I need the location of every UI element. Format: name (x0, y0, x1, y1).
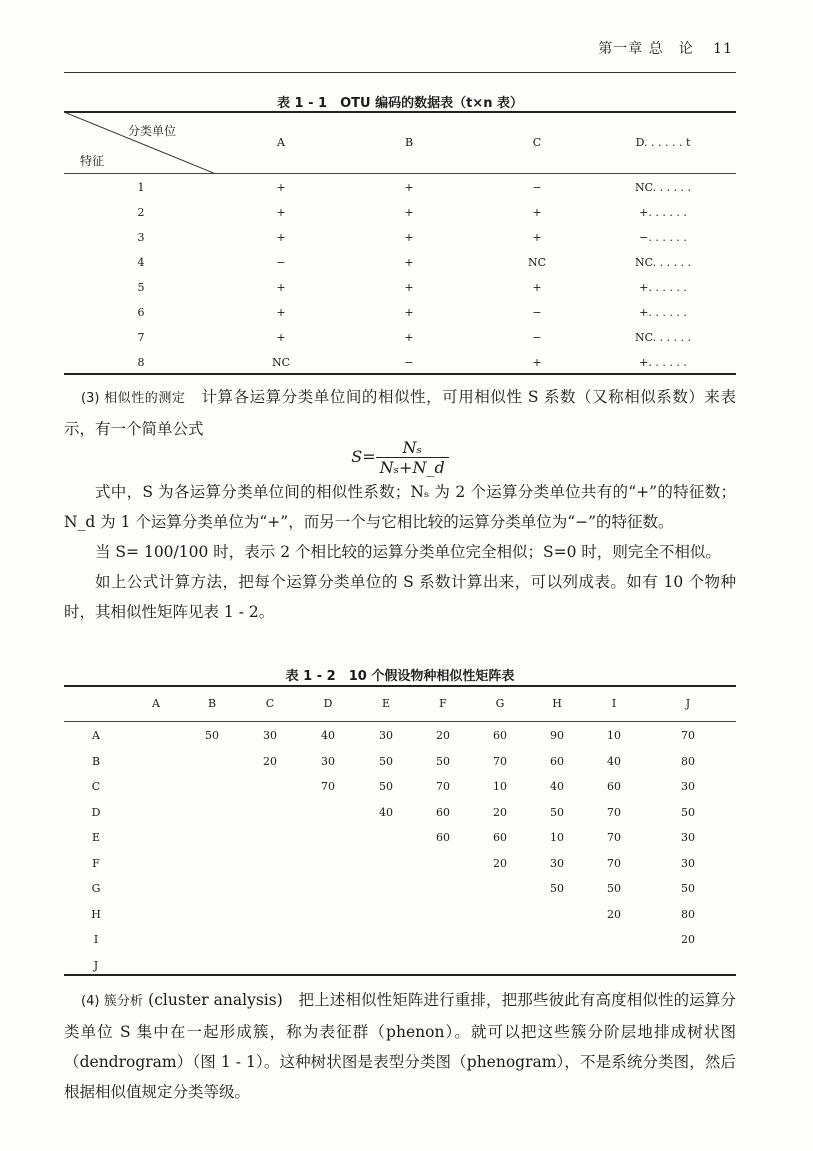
table1-cell: + (404, 206, 414, 219)
table1-col-header: C (532, 136, 542, 149)
table1-cell: − (532, 306, 542, 319)
table2-row-label: D (91, 805, 101, 819)
table2-cell: 60 (607, 780, 621, 793)
table2-cell: 70 (607, 831, 621, 844)
table1-row-label: 4 (137, 256, 145, 269)
table2-cell: 20 (493, 856, 507, 870)
table2-cell: 50 (550, 805, 564, 819)
table2-caption: 表 1 - 2 10 个假设物种相似性矩阵表 (285, 669, 515, 684)
section3-p2: 式中，S 为各运算分类单位间的相似性系数；Nₛ 为 2 个运算分类单位共有的“+”的特征数；N_d 为 1 个运算分类单位为“+”，而另一个与它相比较的运算分类单位为“−”的特征数。 (64, 483, 736, 531)
table1-cell: + (532, 206, 542, 219)
table2-cell: 60 (436, 805, 450, 819)
table1-cell: + (404, 256, 414, 269)
table1-cell: + (404, 306, 414, 319)
table1-cell: − (404, 356, 414, 369)
table2-cell: 60 (436, 831, 450, 844)
table1-cell: + (532, 231, 542, 244)
table1-col-header: A (277, 136, 285, 149)
table1-row-label: 8 (137, 356, 145, 369)
table2-cell: 30 (379, 729, 393, 742)
table1-row-label: 5 (137, 281, 145, 294)
running-header (598, 38, 733, 58)
table1-cell: + (404, 331, 414, 344)
table2-row-label: C (91, 780, 101, 793)
similarity-formula (64, 438, 736, 477)
table2-row-label: B (91, 754, 101, 768)
table1-col-header: B (404, 136, 414, 149)
table2-cell: 30 (321, 754, 335, 768)
table1-corner-bottom: 特征 (80, 154, 105, 168)
table1-caption: 表 1 - 1 OTU 编码的数据表（t×n 表） (277, 96, 523, 111)
table2-cell: 80 (681, 754, 695, 768)
table2-row-label: E (91, 831, 101, 844)
table2-col-header: D (323, 697, 333, 710)
section3-p3: 当 S= 100/100 时，表示 2 个相比较的运算分类单位完全相似；S=0 时，则完全不相似。 (95, 543, 721, 561)
table1-row-label: 7 (137, 331, 145, 344)
formula-numerator: Nₛ (376, 438, 449, 458)
table2-row-label: A (92, 729, 100, 742)
table2-cell: 70 (321, 780, 335, 793)
table1-row-label: 1 (137, 181, 145, 194)
table1-cell: −. . . . . . (639, 231, 687, 244)
table1-cell: + (532, 281, 542, 294)
table2-cell: 60 (550, 754, 564, 768)
table2-cell: 70 (607, 805, 621, 819)
table2-cell: 40 (550, 780, 564, 793)
table1-cell: + (276, 206, 286, 219)
table2-cell: 50 (607, 882, 621, 895)
table2-col-header: F (439, 697, 447, 710)
table2-cell: 30 (550, 856, 564, 870)
section3-p1: 计算各运算分类单位间的相似性，可用相似性 S 系数（又称相似系数）来表示，有一个简单公式 (64, 388, 736, 438)
table1-cell: + (276, 231, 286, 244)
table2-cell: 10 (493, 780, 507, 793)
table2-row-label: J (93, 958, 99, 972)
table2-col-header: H (552, 697, 562, 710)
section4 (64, 985, 736, 1107)
table1-header-rule (64, 173, 736, 174)
table1-cell: + (404, 181, 414, 194)
section4-p1: (cluster analysis) 把上述相似性矩阵进行重排，把那些彼此有高度相似性的运算分类单位 S 集中在一起形成簇，称为表征群（phenon）。就可以把这些簇分阶层地排成树状图（dendrogram）（图 1 - 1）。这种树状图是表型分类图（phenogram），不是系统分类图，然后根据相似值规定分类等级。 (64, 991, 736, 1101)
table2-cell: 70 (493, 754, 507, 768)
table1-cell: + (404, 231, 414, 244)
table1-cell: NC. . . . . . (634, 331, 692, 344)
page-number: 11 (713, 41, 733, 57)
table2-row-label: H (91, 907, 101, 921)
section3-intro (64, 382, 736, 444)
section4-heading: (4) 簇分析 (81, 994, 144, 1009)
table1-row-label: 6 (137, 306, 145, 319)
table2-cell: 10 (550, 831, 564, 844)
table1-cell: NC (527, 256, 547, 269)
table2-cell: 50 (550, 882, 564, 895)
section3-p4: 如上公式计算方法，把每个运算分类单位的 S 系数计算出来，可以列成表。如有 10 个物种时，其相似性矩阵见表 1 - 2。 (64, 573, 736, 621)
table2-cell: 20 (681, 933, 695, 946)
section3-body (64, 477, 736, 627)
chapter-title: 第一章 总 论 (598, 41, 694, 57)
table2-cell: 20 (263, 754, 277, 768)
table2-cell: 60 (493, 729, 507, 742)
table1-corner-top: 分类单位 (128, 124, 177, 138)
table2-cell: 70 (681, 729, 695, 742)
table1-cell: +. . . . . . (639, 306, 687, 319)
table2-cell: 30 (681, 780, 695, 793)
table2-top-rule (64, 685, 736, 687)
table1-cell: + (532, 356, 542, 369)
table2-col-header: A (152, 697, 160, 710)
formula-lhs: S= (351, 447, 376, 466)
table1-cell: − (532, 331, 542, 344)
table1-cell: − (276, 256, 286, 269)
table2-col-header: I (611, 697, 617, 710)
table2-cell: 80 (681, 907, 695, 921)
header-rule (64, 72, 736, 73)
table2-col-header: G (495, 697, 505, 710)
table1-cell: + (276, 331, 286, 344)
table2-col-header: C (265, 697, 275, 710)
table1-cell: + (276, 181, 286, 194)
table2-cell: 30 (263, 729, 277, 742)
table1-cell: NC. . . . . . (634, 256, 692, 269)
table1-cell: +. . . . . . (639, 356, 687, 369)
table2-cell: 60 (493, 831, 507, 844)
table2-cell: 20 (607, 907, 621, 921)
table2-row-label: I (93, 933, 99, 946)
table1-bottom-rule (64, 373, 736, 375)
table2-cell: 70 (436, 780, 450, 793)
table1-cell: − (532, 181, 542, 194)
table2-cell: 30 (681, 831, 695, 844)
table2-cell: 30 (681, 856, 695, 870)
table2-cell: 50 (681, 882, 695, 895)
table2-cell: 50 (681, 805, 695, 819)
table2-header-rule (64, 721, 736, 722)
table2-col-header: B (207, 697, 217, 710)
table2-cell: 70 (607, 856, 621, 870)
table2-row-label: F (92, 856, 100, 870)
formula-fraction (376, 438, 449, 477)
table2-cell: 90 (550, 729, 564, 742)
table1-cell: + (276, 281, 286, 294)
table1-cell: +. . . . . . (639, 206, 687, 219)
table2-cell: 50 (436, 754, 450, 768)
table1-col-header: D. . . . . . t (635, 136, 691, 149)
table2-col-header: J (685, 697, 691, 710)
table1-cell: + (404, 281, 414, 294)
table2-cell: 50 (379, 780, 393, 793)
table1-cell: NC (271, 356, 291, 369)
formula-denominator: Nₛ+N_d (379, 458, 445, 477)
table1-row-label: 2 (137, 206, 145, 219)
table2-bottom-rule (64, 974, 736, 976)
table2-col-header: E (381, 697, 391, 710)
table2-cell: 40 (379, 805, 393, 819)
table1-cell: NC. . . . . . (634, 181, 692, 194)
table2-cell: 20 (436, 729, 450, 742)
table2-cell: 20 (493, 805, 507, 819)
table2-cell: 40 (607, 754, 621, 768)
table2-cell: 10 (607, 729, 621, 742)
table2-cell: 50 (379, 754, 393, 768)
table1-cell: +. . . . . . (639, 281, 687, 294)
table2-cell: 50 (205, 729, 219, 742)
table2-row-label: G (91, 882, 101, 895)
section3-heading: (3) 相似性的测定 (81, 391, 186, 406)
table1-cell: + (276, 306, 286, 319)
table2-cell: 40 (321, 729, 335, 742)
table1-row-label: 3 (137, 231, 145, 244)
